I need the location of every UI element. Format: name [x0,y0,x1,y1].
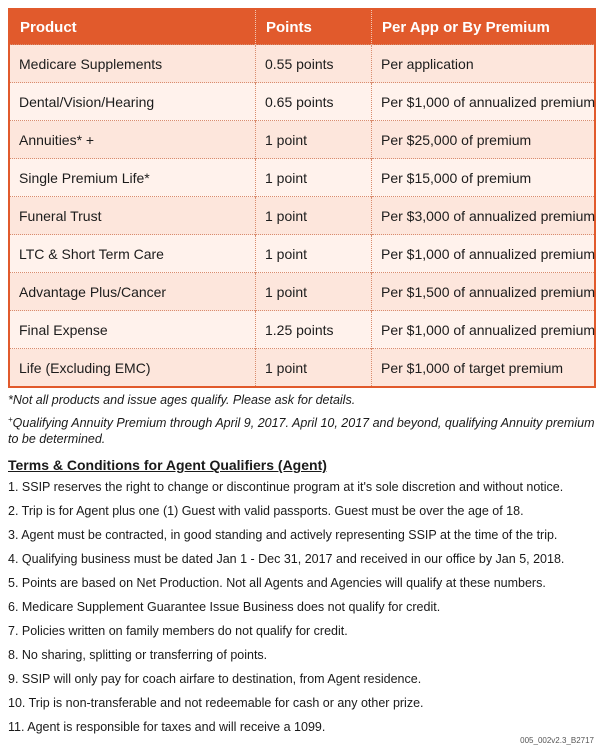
header-product: Product [10,10,256,45]
term-item: 10. Trip is non-transferable and not redeemable for cash or any other prize. [8,696,424,711]
term-item: 9. SSIP will only pay for coach airfare to destination, from Agent residence. [8,672,422,687]
cell-product: Single Premium Life* [10,159,256,197]
table-row [10,45,594,83]
term-item: 8. No sharing, splitting or transferring of points. [8,648,268,663]
cell-per-app: Per $1,500 of annualized premium [372,273,595,311]
notes-section [8,392,598,743]
term-item: 5. Points are based on Net Production. Not all Agents and Agencies will qualify at these numbers. [8,576,546,591]
cell-product: Life (Excluding EMC) [10,349,256,387]
cell-points: 1 point [256,349,372,387]
document-code: 005_002v2.3_B2717 [520,736,594,745]
table-row [10,83,594,121]
cell-product: LTC & Short Term Care [10,235,256,273]
cell-per-app: Per $1,000 of annualized premium [372,235,595,273]
cell-points: 1 point [256,273,372,311]
table-header-row [10,10,594,45]
cell-per-app: Per application [372,45,595,83]
cell-points: 0.65 points [256,83,372,121]
cell-per-app: Per $1,000 of annualized premium [372,83,595,121]
table-body [10,45,594,387]
footnote-annuity [8,412,598,447]
footnote-marker: + [8,415,13,424]
table-row [10,349,594,387]
cell-per-app: Per $15,000 of premium [372,159,595,197]
cell-product: Advantage Plus/Cancer [10,273,256,311]
cell-points: 1 point [256,121,372,159]
terms-list [8,479,598,743]
table-row [10,197,594,235]
cell-product: Medicare Supplements [10,45,256,83]
term-item: 4. Qualifying business must be dated Jan 1 - Dec 31, 2017 and received in our office by Jan 5, 2018. [8,552,565,567]
cell-points: 0.55 points [256,45,372,83]
footnote-annuity-text: Qualifying Annuity Premium through April 9, 2017. April 10, 2017 and beyond, qualifying Annuity premium to be determined. [8,416,595,447]
cell-per-app: Per $1,000 of target premium [372,349,595,387]
cell-points: 1 point [256,235,372,273]
table-row [10,311,594,349]
footnote-not-all-products: *Not all products and issue ages qualify. Please ask for details. [8,393,356,407]
table-row [10,235,594,273]
cell-points: 1 point [256,197,372,235]
cell-per-app: Per $3,000 of annualized premium [372,197,595,235]
table-row [10,273,594,311]
cell-product: Annuities* + [10,121,256,159]
points-table [10,10,594,386]
term-item: 2. Trip is for Agent plus one (1) Guest with valid passports. Guest must be over the age of 18. [8,504,524,519]
cell-points: 1 point [256,159,372,197]
term-item: 3. Agent must be contracted, in good standing and actively representing SSIP at the time of the trip. [8,528,558,543]
cell-product: Final Expense [10,311,256,349]
cell-product: Funeral Trust [10,197,256,235]
header-points: Points [256,10,372,45]
terms-title: Terms & Conditions for Agent Qualifiers (Agent) [8,457,327,474]
cell-per-app: Per $25,000 of premium [372,121,595,159]
points-table-container [8,8,596,388]
table-row [10,159,594,197]
term-item: 7. Policies written on family members do not qualify for credit. [8,624,348,639]
term-item: 6. Medicare Supplement Guarantee Issue Business does not qualify for credit. [8,600,441,615]
term-item: 11. Agent is responsible for taxes and will receive a 1099. [8,720,326,735]
cell-points: 1.25 points [256,311,372,349]
cell-product: Dental/Vision/Hearing [10,83,256,121]
term-item: 1. SSIP reserves the right to change or discontinue program at it's sole discretion and without notice. [8,480,564,495]
table-row [10,121,594,159]
cell-per-app: Per $1,000 of annualized premium [372,311,595,349]
header-per-app: Per App or By Premium [372,10,595,45]
